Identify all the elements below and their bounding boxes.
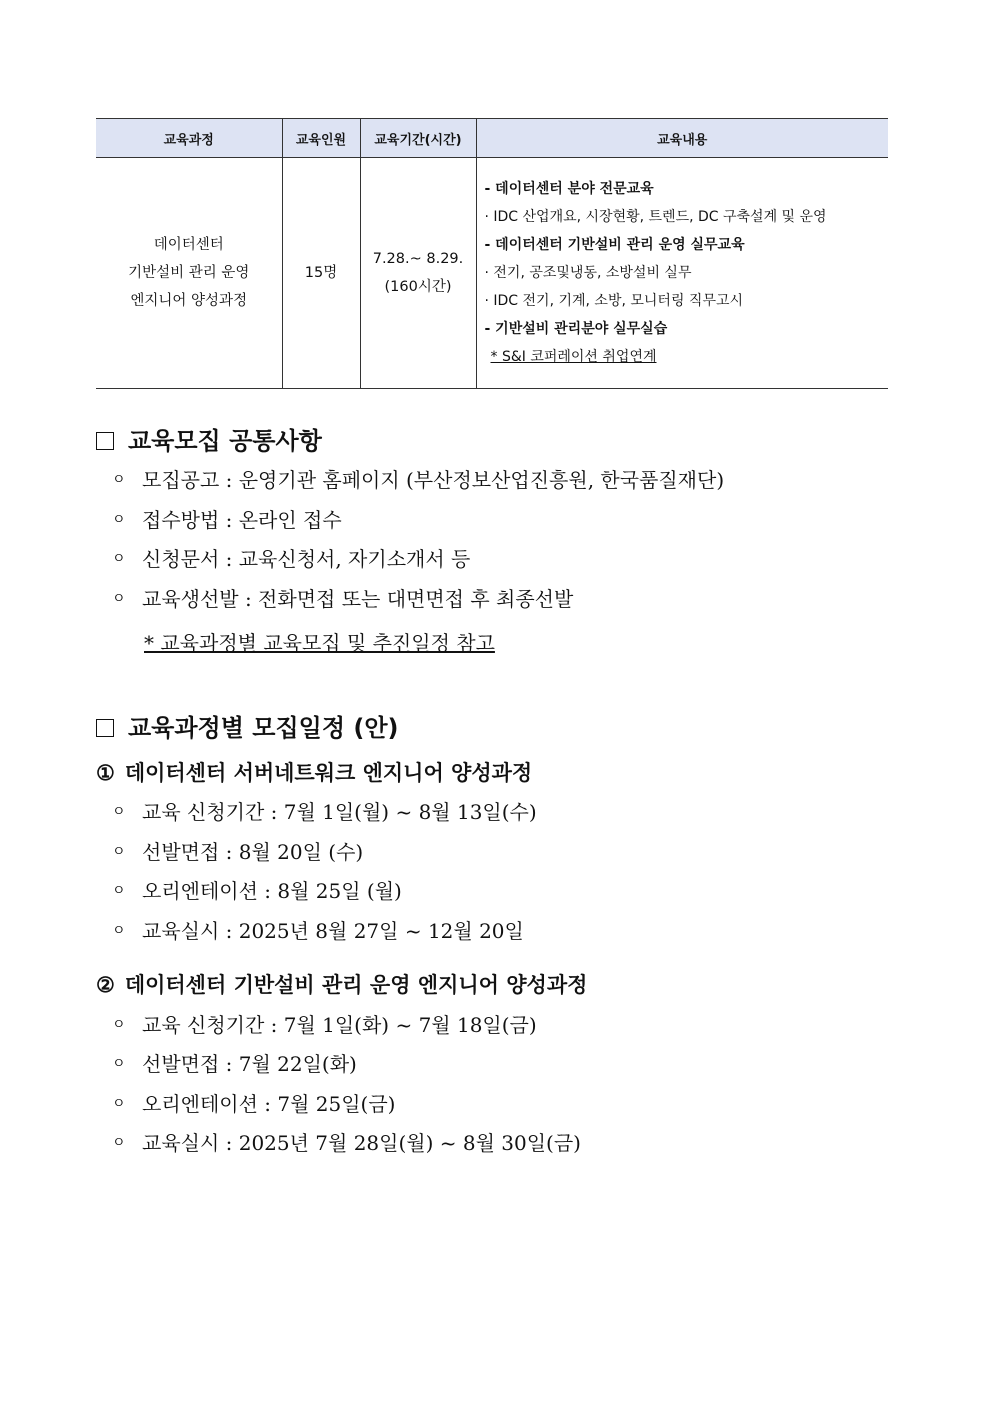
course1-item: ㅇ 교육실시 : 2025년 8월 27일 ~ 12월 20일 — [112, 919, 524, 943]
content-detail: · 전기, 공조및냉동, 소방설비 실무 — [484, 265, 692, 281]
bullet-icon: ㅇ — [112, 804, 126, 820]
course-line: 데이터센터 — [153, 237, 224, 253]
schedule-section-title: 교육과정별 모집일정 (안) — [96, 708, 399, 743]
course2-item: ㅇ 교육 신청기간 : 7월 1일(화) ~ 7월 18일(금) — [112, 1013, 537, 1037]
common-item: ㅇ 교육생선발 : 전화면접 또는 대면면접 후 최종선발 — [112, 587, 574, 611]
common-item: ㅇ 접수방법 : 온라인 접수 — [112, 508, 342, 532]
cell-course — [96, 158, 282, 389]
common-item: ㅇ 신청문서 : 교육신청서, 자기소개서 등 — [112, 547, 471, 571]
course-line: 기반설비 관리 운영 — [128, 265, 250, 281]
cell-content — [476, 158, 888, 389]
course-table — [96, 118, 888, 389]
bullet-icon: ㅇ — [112, 844, 126, 860]
content-heading: - 기반설비 관리분야 실무실습 — [484, 321, 668, 337]
circled-number: ① — [96, 760, 115, 785]
common-item: ㅇ 모집공고 : 운영기관 홈페이지 (부산정보산업진흥원, 한국품질재단) — [112, 468, 725, 492]
course-line: 엔지니어 양성과정 — [130, 293, 248, 309]
course1-title: ① 데이터센터 서버네트워크 엔지니어 양성과정 — [96, 760, 533, 785]
bullet-icon: ㅇ — [112, 883, 126, 899]
course2-item: ㅇ 교육실시 : 2025년 7월 28일(월) ~ 8월 30일(금) — [112, 1131, 581, 1155]
bullet-icon: ㅇ — [112, 1017, 126, 1033]
bullet-icon: ㅇ — [112, 591, 126, 607]
cell-period — [360, 158, 476, 389]
content-detail: · IDC 산업개요, 시장현황, 트렌드, DC 구축설계 및 운영 — [484, 209, 827, 225]
checkbox-square-icon — [96, 719, 114, 737]
header-period: 교육기간(시간) — [360, 119, 476, 158]
bullet-icon: ㅇ — [112, 1096, 126, 1112]
table-row — [96, 158, 888, 389]
content-heading: - 데이터센터 기반설비 관리 운영 실무교육 — [484, 237, 745, 253]
cell-people: 15명 — [282, 158, 360, 389]
period-line: (160시간) — [384, 279, 452, 295]
table-header-row — [96, 119, 888, 158]
header-people: 교육인원 — [282, 119, 360, 158]
circled-number: ② — [96, 972, 115, 997]
bullet-icon: ㅇ — [112, 551, 126, 567]
bullet-icon: ㅇ — [112, 472, 126, 488]
content-note: * S&I 코퍼레이션 취업연계 — [490, 349, 657, 365]
course2-item: ㅇ 선발면접 : 7월 22일(화) — [112, 1052, 357, 1076]
bullet-icon: ㅇ — [112, 923, 126, 939]
bullet-icon: ㅇ — [112, 512, 126, 528]
course2-item: ㅇ 오리엔테이션 : 7월 25일(금) — [112, 1092, 396, 1116]
common-section-title: 교육모집 공통사항 — [96, 421, 322, 456]
header-content: 교육내용 — [476, 119, 888, 158]
common-note: * 교육과정별 교육모집 및 추진일정 참고 — [144, 631, 495, 655]
content-detail: · IDC 전기, 기계, 소방, 모니터링 직무고시 — [484, 293, 744, 309]
bullet-icon: ㅇ — [112, 1135, 126, 1151]
checkbox-square-icon — [96, 432, 114, 450]
header-course: 교육과정 — [96, 119, 282, 158]
content-heading: - 데이터센터 분야 전문교육 — [484, 181, 654, 197]
course2-title: ② 데이터센터 기반설비 관리 운영 엔지니어 양성과정 — [96, 972, 588, 997]
course1-item: ㅇ 오리엔테이션 : 8월 25일 (월) — [112, 879, 402, 903]
course1-item: ㅇ 선발면접 : 8월 20일 (수) — [112, 840, 364, 864]
course1-item: ㅇ 교육 신청기간 : 7월 1일(월) ~ 8월 13일(수) — [112, 800, 537, 824]
period-line: 7.28.~ 8.29. — [372, 251, 464, 267]
bullet-icon: ㅇ — [112, 1056, 126, 1072]
